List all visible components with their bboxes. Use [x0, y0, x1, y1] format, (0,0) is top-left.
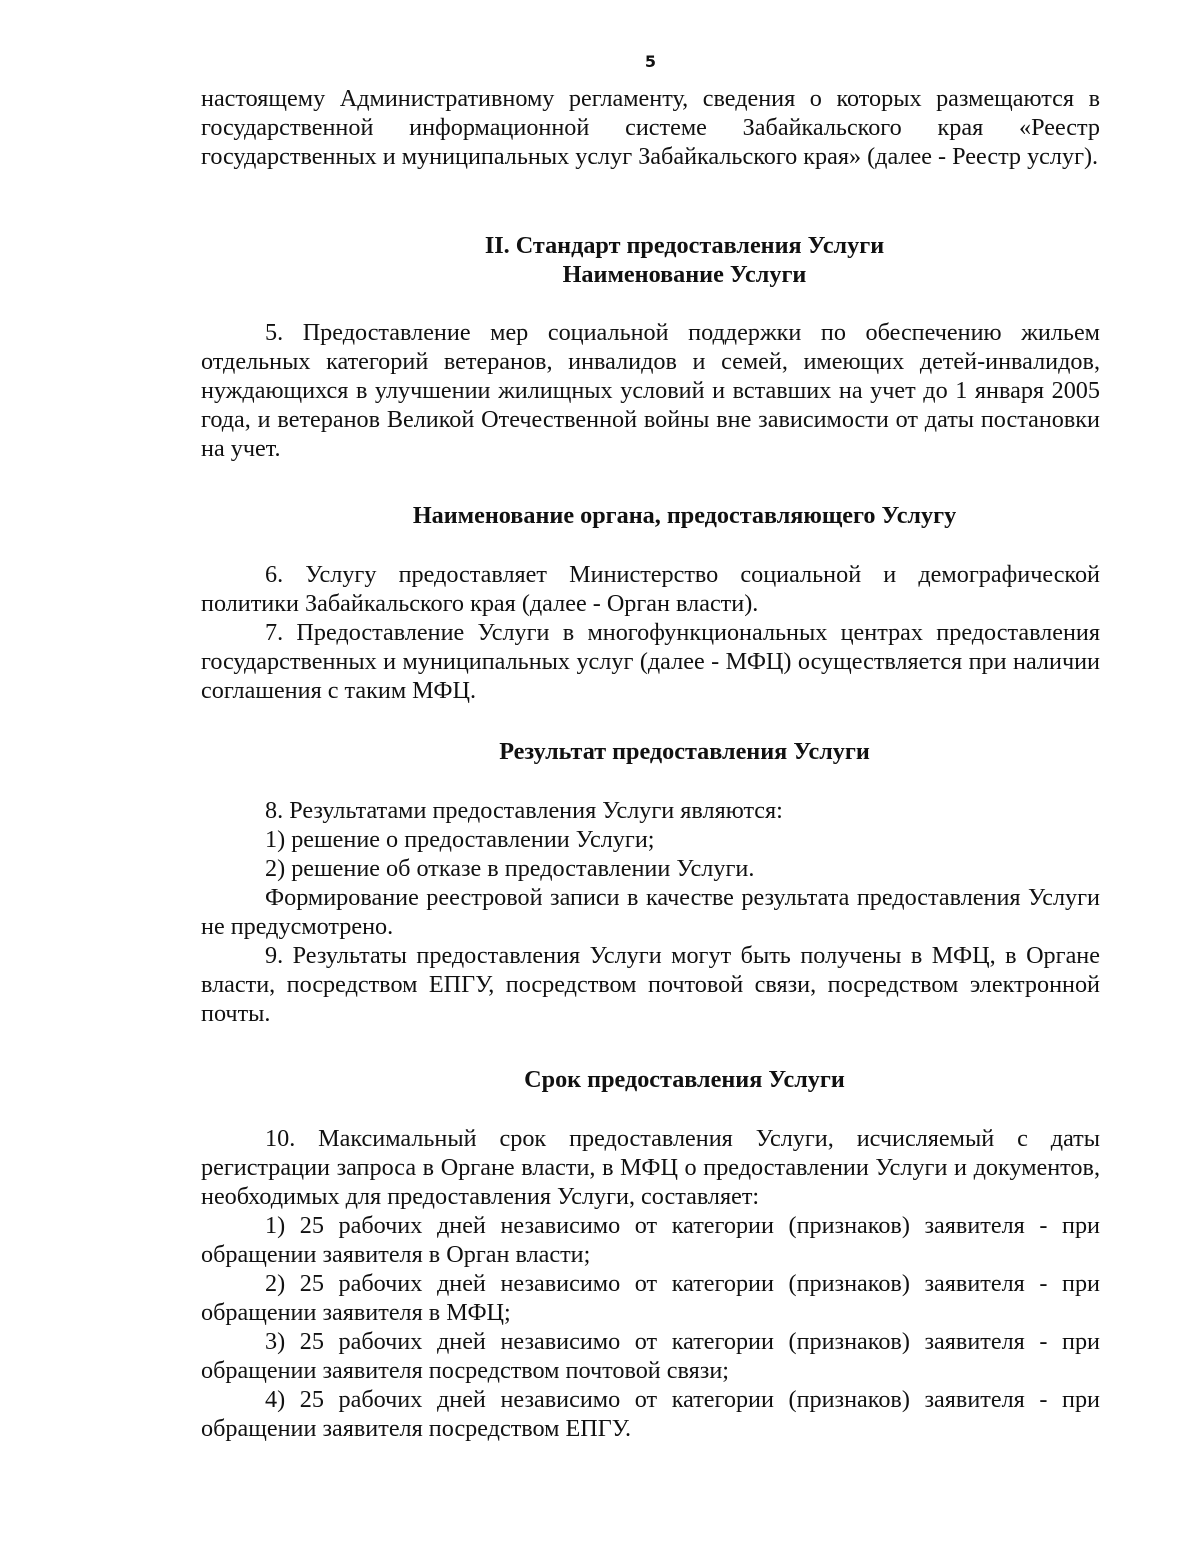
intro-paragraph: настоящему Административному регламенту, сведения о которых размещаются в государственной информационной системе Забайкальского края «Реестр государственных и муниципальных услуг Забайкальского края» (далее - Реестр услуг). [201, 85, 1100, 170]
subsection-title-organ: Наименование органа, предоставляющего Услугу [412, 502, 957, 529]
result-heading-block [201, 737, 1100, 766]
paragraph-10: 10. Максимальный срок предоставления Услуги, исчисляемый с даты регистрации запроса в Органе власти, в МФЦ о предоставлении Услуги и документов, необходимых для предоставления Услуги, составляет: [201, 1125, 1100, 1210]
result-note: Формирование реестровой записи в качестве результата предоставления Услуги не предусмотрено. [201, 884, 1100, 940]
paragraph-8: 8. Результатами предоставления Услуги являются: [265, 797, 783, 824]
document-page [201, 0, 1100, 1553]
term-item-3: 3) 25 рабочих дней независимо от категории (признаков) заявителя - при обращении заявителя посредством почтовой связи; [201, 1328, 1100, 1384]
page-number: 5 [644, 52, 657, 71]
term-item-2: 2) 25 рабочих дней независимо от категории (признаков) заявителя - при обращении заявителя в МФЦ; [201, 1270, 1100, 1326]
organ-block [201, 560, 1100, 705]
result-item-1: 1) решение о предоставлении Услуги; [265, 826, 655, 853]
result-block [201, 796, 1100, 1028]
term-item-4: 4) 25 рабочих дней независимо от категории (признаков) заявителя - при обращении заявителя посредством ЕПГУ. [201, 1386, 1100, 1442]
term-item-1: 1) 25 рабочих дней независимо от категории (признаков) заявителя - при обращении заявителя в Орган власти; [201, 1212, 1100, 1268]
subsection-title-result: Результат предоставления Услуги [499, 738, 870, 765]
term-heading-block [201, 1065, 1100, 1094]
section-standard [201, 231, 1100, 289]
service-name-block [201, 318, 1100, 463]
section-title: II. Стандарт предоставления Услуги [484, 232, 885, 259]
paragraph-7: 7. Предоставление Услуги в многофункциональных центрах предоставления государственных и муниципальных услуг (далее - МФЦ) осуществляется при наличии соглашения с таким МФЦ. [201, 619, 1100, 704]
paragraph-5: 5. Предоставление мер социальной поддержки по обеспечению жильем отдельных категорий ветеранов, инвалидов и семей, имеющих детей-инвалидов, нуждающихся в улучшении жилищных условий и вставших на учет до 1 января 2005 года, и ветеранов Великой Отечественной войны вне зависимости от даты постановки на учет. [201, 319, 1100, 462]
intro-block [201, 84, 1100, 171]
subsection-title-term: Срок предоставления Услуги [524, 1066, 845, 1093]
subsection-title-service-name: Наименование Услуги [562, 261, 807, 288]
paragraph-9: 9. Результаты предоставления Услуги могут быть получены в МФЦ, в Органе власти, посредством ЕПГУ, посредством почтовой связи, посредством электронной почты. [201, 942, 1100, 1027]
result-item-2: 2) решение об отказе в предоставлении Услуги. [265, 855, 755, 882]
organ-heading-block [201, 501, 1100, 530]
term-block [201, 1124, 1100, 1443]
paragraph-6: 6. Услугу предоставляет Министерство социальной и демографической политики Забайкальского края (далее - Орган власти). [201, 561, 1100, 617]
